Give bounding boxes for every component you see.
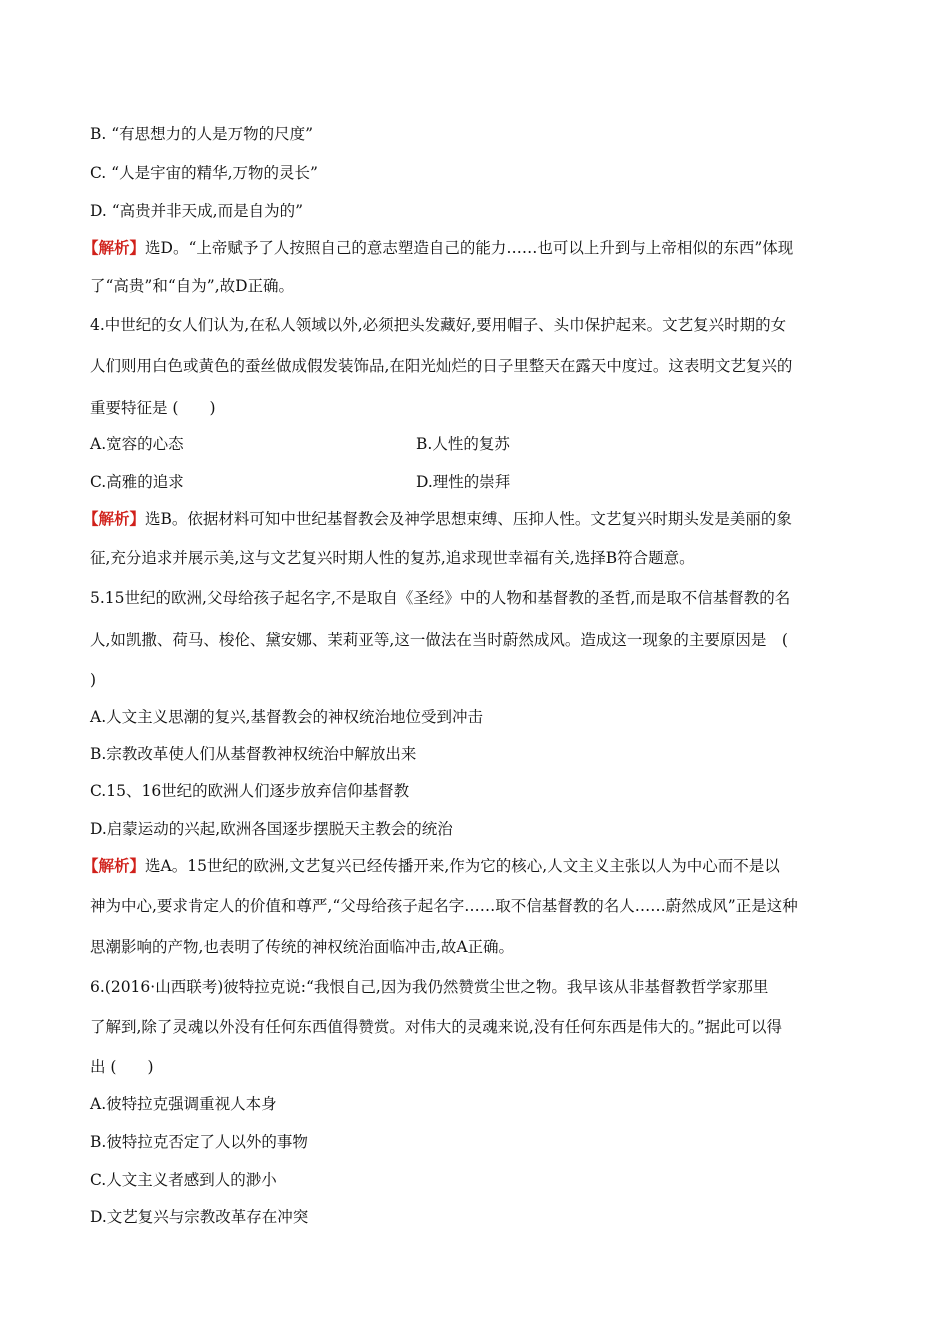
q5-stem-line-3: )	[90, 671, 97, 689]
q5-option-c: C.15、16世纪的欧洲人们逐步放弃信仰基督教	[90, 782, 410, 800]
q5-option-b: B.宗教改革使人们从基督教神权统治中解放出来	[90, 745, 417, 763]
analysis-tag: 【解析】	[83, 856, 146, 875]
q3-analysis-line-2: 了“高贵”和“自为”,故D正确。	[90, 277, 295, 295]
q6-option-a: A.彼特拉克强调重视人本身	[90, 1095, 277, 1113]
q6-stem-line-1: 6.(2016·山西联考)彼特拉克说:“我恨自己,因为我仍然赞赏尘世之物。我早该从非基督教哲学家那里	[90, 978, 769, 996]
q5-analysis-line-1: 【解析】选A。15世纪的欧洲,文艺复兴已经传播开来,作为它的核心,人文主义主张以人为中心而不是以	[83, 856, 780, 875]
q6-stem-line-2: 了解到,除了灵魂以外没有任何东西值得赞赏。对伟大的灵魂来说,没有任何东西是伟大的。”据此可以得	[90, 1018, 783, 1036]
q4-options-row-1	[90, 434, 510, 454]
q5-stem-line-2: 人,如凯撒、荷马、梭伦、黛安娜、茉莉亚等,这一做法在当时蔚然成风。造成这一现象的主要原因是 (	[90, 631, 788, 649]
analysis-tag: 【解析】	[83, 238, 146, 257]
q5-option-a: A.人文主义思潮的复兴,基督教会的神权统治地位受到冲击	[90, 708, 484, 726]
q5-analysis-line-3: 思潮影响的产物,也表明了传统的神权统治面临冲击,故A正确。	[90, 938, 515, 956]
q5-stem-line-1: 5.15世纪的欧洲,父母给孩子起名字,不是取自《圣经》中的人物和基督教的圣哲,而是取不信基督教的名	[90, 589, 791, 607]
q3-option-d: D. “高贵并非天成,而是自为的”	[90, 202, 304, 220]
q5-option-d: D.启蒙运动的兴起,欧洲各国逐步摆脱天主教会的统治	[90, 820, 453, 838]
q4-option-d: D.理性的崇拜	[416, 473, 511, 491]
q3-option-b: B. “有思想力的人是万物的尺度”	[90, 125, 314, 143]
q3-analysis-line-1: 【解析】选D。“上帝赋予了人按照自己的意志塑造自己的能力……也可以上升到与上帝相似的东西”体现	[83, 238, 794, 257]
q5-analysis-line-2: 神为中心,要求肯定人的价值和尊严,“父母给孩子起名字……取不信基督教的名人……蔚然成风”正是这种	[90, 897, 798, 915]
q4-stem-line-2: 人们则用白色或黄色的蚕丝做成假发装饰品,在阳光灿烂的日子里整天在露天中度过。这表明文艺复兴的	[90, 357, 793, 375]
q4-stem-line-3: 重要特征是 ( )	[90, 399, 216, 417]
q6-option-b: B.彼特拉克否定了人以外的事物	[90, 1133, 308, 1151]
q4-analysis-line-1: 【解析】选B。依据材料可知中世纪基督教会及神学思想束缚、压抑人性。文艺复兴时期头发是美丽的象	[83, 509, 792, 528]
analysis-tag: 【解析】	[83, 509, 146, 528]
q6-option-c: C.人文主义者感到人的渺小	[90, 1171, 277, 1189]
q4-option-c: C.高雅的追求	[90, 473, 184, 491]
q4-option-b: B.人性的复苏	[416, 435, 510, 453]
q4-analysis-line-2: 征,充分追求并展示美,这与文艺复兴时期人性的复苏,追求现世幸福有关,选择B符合题意。	[90, 549, 695, 567]
q4-option-a: A.宽容的心态	[90, 435, 184, 453]
q4-stem-line-1: 4.中世纪的女人们认为,在私人领域以外,必须把头发藏好,要用帽子、头巾保护起来。文艺复兴时期的女	[90, 316, 787, 334]
q6-option-d: D.文艺复兴与宗教改革存在冲突	[90, 1208, 309, 1226]
q3-option-c: C. “人是宇宙的精华,万物的灵长”	[90, 164, 318, 182]
q4-options-row-2	[90, 472, 511, 492]
q6-stem-line-3: 出 ( )	[90, 1058, 154, 1076]
